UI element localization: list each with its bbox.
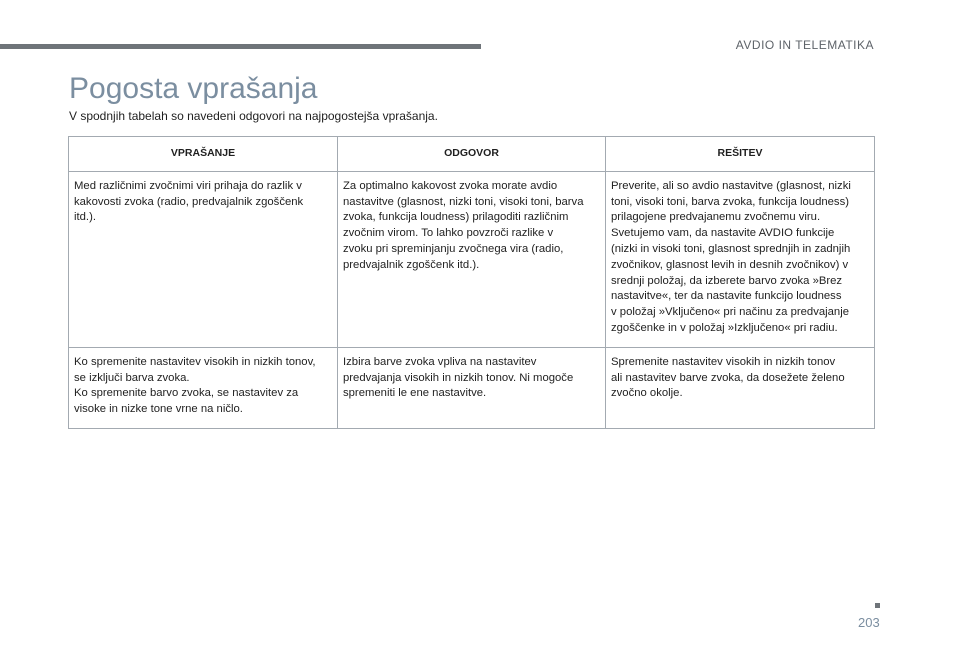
question-text: Med različnimi zvočnimi viri prihaja do razlik v kakovosti zvoka (radio, predvajalnik zgoščenk itd.). (74, 179, 304, 224)
column-header-question: VPRAŠANJE (69, 137, 338, 172)
solution-text: Spremenite nastavitev visokih in nizkih tonov ali nastavitev barve zvoka, da dosežete želeno zvočno okolje. (611, 355, 845, 400)
column-header-answer: ODGOVOR (338, 137, 606, 172)
answer-cell (338, 171, 606, 347)
page-title: Pogosta vprašanja (69, 72, 318, 105)
question-text: Ko spremenite nastavitev visokih in nizkih tonov, se izključi barva zvoka. Ko spremenite barvo zvoka, se nastavitev za visoke in nizke tone vrne na ničlo. (74, 355, 316, 416)
question-cell (69, 347, 338, 428)
table-header-row (69, 137, 875, 172)
answer-text: Izbira barve zvoka vpliva na nastavitev predvajanja visokih in nizkih tonov. Ni mogoče spremeniti le ene nastavitve. (343, 355, 574, 400)
solution-cell (606, 347, 875, 428)
page-marker-dot (875, 603, 880, 608)
header-bar (0, 44, 481, 49)
solution-cell (606, 171, 875, 347)
table-row (69, 171, 875, 347)
solution-text: Preverite, ali so avdio nastavitve (glasnost, nizki toni, visoki toni, barva zvoka, funkcija loudness) prilagojene predvajanemu zvočnemu viru. Svetujemo vam, da nastavite AVDIO funkcije (nizki in visoki toni, glasnost sprednjih in zadnjih zvočnikov, glasnost levih in desnih zvočnikov) v srednji položaj, da izberete barvo zvoka »Brez nastavitve«, ter da nastavite funkcijo loudness v položaj »Vključeno« pri načinu za predvajanje zgoščenke in v položaj »Izključeno« pri radiu. (611, 179, 851, 334)
answer-cell (338, 347, 606, 428)
column-header-solution: REŠITEV (606, 137, 875, 172)
section-title: AVDIO IN TELEMATIKA (735, 38, 874, 52)
page-number: 203 (858, 615, 880, 630)
answer-text: Za optimalno kakovost zvoka morate avdio nastavitve (glasnost, nizki toni, visoki toni, barva zvoka, funkcija loudness) prilagoditi različnim zvočnim virom. To lahko povzroči razlike v zvoku pri spreminjanju zvočnega vira (radio, predvajalnik zgoščenk itd.). (343, 179, 584, 271)
faq-table (68, 136, 875, 429)
intro-text: V spodnjih tabelah so navedeni odgovori na najpogostejša vprašanja. (69, 109, 438, 123)
table-row (69, 347, 875, 428)
question-cell (69, 171, 338, 347)
